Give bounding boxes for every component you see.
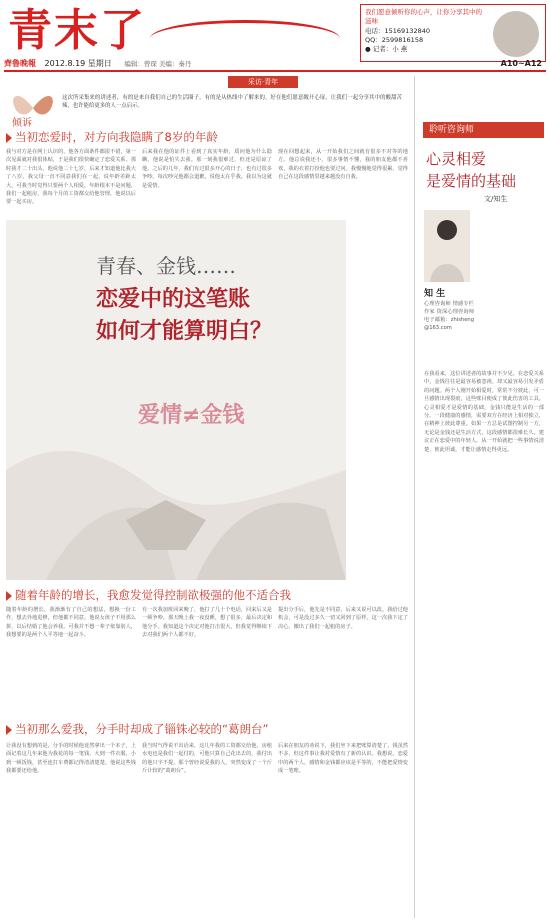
expert-name: 知 生 [424,289,446,299]
hero-title-line-1: 恋爱中的这笔账 [96,287,251,312]
expert-photo [424,210,470,282]
editor-line: 编辑：曾琛 美编：秦丹 [124,60,192,68]
editor-box-contact [365,27,485,54]
editor-box-reporter: ● 记者：小 燕 [365,45,408,53]
editor-photo [493,11,539,57]
sidebar-body: 在我看来，这位讲述者的故事并不少见。在恋爱关系中，金钱往往是最容易被忽视、却又最容易引发矛盾的问题。两个人刚开始相爱时，常常不分彼此，可一旦感情出现裂痕，这些账目便成了彼此伤害的工具。心灵相爱才是爱情的基础，金钱只能是生活的一部分。一段健康的感情，需要双方在经济上相对独立，在精神上彼此尊重。如果一方总是试图控制另一方，无论是金钱还是生活方式，这段感情都很难长久。建议正在恋爱中的年轻人，从一开始就把一些事情说清楚，彼此坦诚，才能让感情走得更远。 [424,371,544,453]
masthead-arc-decoration [150,20,340,57]
section-3-col-1: 让我没有想到的是，分手的时候他竟然拿出一个本子，上面记着这几年来他为我花的每一笔钱，大到一件衣服，小到一顿饭钱，甚至连打车费都记得清清楚楚。他说这些钱我都要还给他。 [6,743,136,775]
editor-box-slogan: 我们愿意倾听你的心声，让你分享其中的滋味 [365,8,482,25]
column-divider [414,76,415,918]
sidebar-title-line-2: 是爱情的基础 [426,172,517,190]
triangle-bullet-icon [6,133,12,143]
editor-box [360,4,546,62]
section-2-col-2: 有一次我加班回来晚了，他打了几十个电话，回来后又是一顿争吵。那天晚上我一夜没睡，想了很多，最后决定和他分手。我知道这个决定对他打击很大，但我觉得继续下去对我们两个人都不好。 [142,607,272,639]
hero-title-line-2: 如何才能算明白？ [96,319,273,344]
sidebar-title-line-1: 心灵相爱 [426,150,487,168]
paper-name: 齊鲁晚報 [4,59,36,68]
masthead-title: 青末了 [8,5,146,56]
hero-kicker: 青春、金钱…… [96,254,236,278]
feature-intro: 这次所采集来的讲述者，有的是来自我们自己的生活圈子，有的是从热线中了解来的。好在他们愿意敞开心扉，让我们一起分享其中的酸甜苦辣，也许能给更多的人一点启示。 [62,95,402,110]
sidebar-byline: 文/知生 [484,195,508,203]
sidebar-body-top [478,210,544,380]
section-1-col-2: 后来我在他的证件上看到了真实年龄，质问他为什么隐瞒，他说是怕失去我。那一刻我很难过，但还是原谅了他。之后的几年，我们有过很多开心的日子，也有过很多争吵。每次吵完他都会道歉，说他太在乎我。我以为这就是爱情。 [142,149,272,189]
feature-tag: 倾诉 [12,118,32,129]
editor-box-qq: QQ：2599816158 [365,36,424,44]
section-1-col-1: 我与对方是在网上认识的，他各方面条件都很不错，第一次见面就对我很体贴，于是我们很快确定了恋爱关系。那时我才二十出头，他说他二十七岁，后来才知道他比我大了八岁。我父母一直不同意我们在一起，说年龄差距太大，可我当时觉得只要两个人相爱，年龄根本不是问题。我们一起租房，我每个月的工资都交给他管理，他说以后要一起买房。 [6,149,136,206]
section-3-heading: 当初那么爱我，分手时却成了锱铢必较的“葛朗台” [6,722,406,736]
issue-date: 2012.8.19 星期日 [44,59,112,68]
section-3-col-2: 我当时气得说不出话来，这几年我的工资都交给他，房租水电也是我们一起付的，可他只算自己花出去的，我付出的他只字不提。那个曾经说爱我的人，突然变成了一个斤斤计较的“葛朗台”。 [142,743,272,775]
section-3-col-3: 后来在朋友的劝说下，我们坐下来把账算清楚了。钱虽然不多，但这件事让我对爱情有了新的认识。我想说，恋爱中的两个人，感情和金钱都应该是平等的，不能把爱情变成一笔账。 [278,743,408,775]
feature-tag-graphic [8,86,58,128]
sidebar-header: 聆听咨询师 [423,122,544,138]
page-info-bar [4,58,546,72]
section-2-col-3: 提出分手后，他先是不同意，后来又说可以改。我给过他机会，可是没过多久一切又回到了原样。这一次我下定了决心，搬出了我们一起租的房子。 [278,607,408,630]
expert-avatar-icon [424,210,470,282]
hero-art-text: 爱情≠金钱 [138,403,245,428]
section-2-heading: 随着年龄的增长，我愈发觉得控制欲极强的他不适合我 [6,588,406,602]
triangle-bullet-icon [6,591,12,601]
section-2-col-1: 随着年龄的增长，我渐渐有了自己的想法，想换一份工作，想去外地进修，但他都不同意。他说女孩子不用那么拼，以后结婚了他会养我。可我并不想一辈子依靠别人，我想要的是两个人平等地一起奋斗。 [6,607,136,639]
section-1-heading: 当初恋爱时，对方向我隐瞒了8岁的年龄 [6,130,406,144]
editor-box-phone: 电话：15169132840 [365,27,430,35]
hero-illustration [6,220,346,580]
page-label: A10~A12 [500,59,542,68]
column-label: 采访·青年 [228,76,298,88]
section-1-col-3: 现在回想起来，从一开始我们之间就有很多不对等的地方。他总说我还小，很多事情不懂，我的朋友他都不喜欢，我的衣着打扮他也要过问。我慢慢地觉得很累，觉得自己在这段感情里越来越没有自我。 [278,149,408,181]
triangle-bullet-icon [6,725,12,735]
expert-info: 心理咨询师 情感专栏作家 资深心理咨询师 电子邮箱：zhisheng@163.com [424,301,474,331]
